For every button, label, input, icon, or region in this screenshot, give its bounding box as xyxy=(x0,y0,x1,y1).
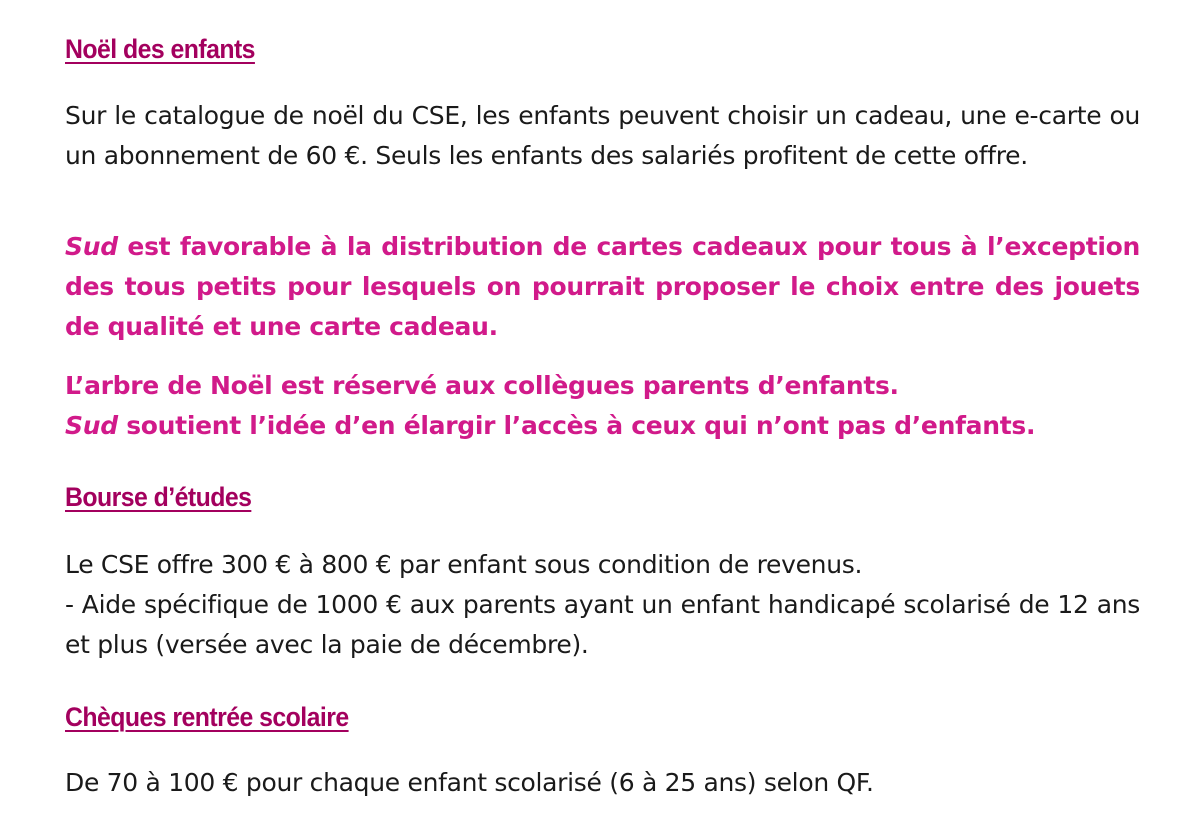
cheques-paragraph: De 70 à 100 € pour chaque enfant scolarisé (6 à 25 ans) selon QF. xyxy=(65,768,874,797)
noel-heading: Noël des enfants xyxy=(65,34,255,64)
bourse-paragraph xyxy=(65,545,1140,665)
noel-paragraph: Sur le catalogue de noël du CSE, les enfants peuvent choisir un cadeau, une e-carte ou un abonnement de 60 €. Seuls les enfants des salariés profitent de cette offre. xyxy=(65,101,1140,170)
sud-opinion-text: est favorable à la distribution de cartes cadeaux pour tous à l’exception des tous petits pour lesquels on pourrait proposer le choix entre des jouets de qualité et une carte cadeau. xyxy=(65,232,1140,341)
arbre-paragraph xyxy=(65,366,1140,446)
sud2-prefix: Sud xyxy=(65,411,118,440)
bourse-heading: Bourse d’études xyxy=(65,482,252,512)
cheques-heading: Chèques rentrée scolaire xyxy=(65,702,349,732)
sud-opinion-paragraph xyxy=(65,227,1140,347)
sud-prefix: Sud xyxy=(65,232,118,261)
bourse-line-1: Le CSE offre 300 € à 800 € par enfant sous condition de revenus. xyxy=(65,550,863,579)
sud-support-text: soutient l’idée d’en élargir l’accès à ceux qui n’ont pas d’enfants. xyxy=(117,411,1036,440)
sud-support-line xyxy=(65,406,1140,446)
bourse-line-2: - Aide spécifique de 1000 € aux parents ayant un enfant handicapé scolarisé de 12 ans et plus (versée avec la paie de décembre). xyxy=(65,590,1140,659)
arbre-line: L’arbre de Noël est réservé aux collègues parents d’enfants. xyxy=(65,371,899,400)
